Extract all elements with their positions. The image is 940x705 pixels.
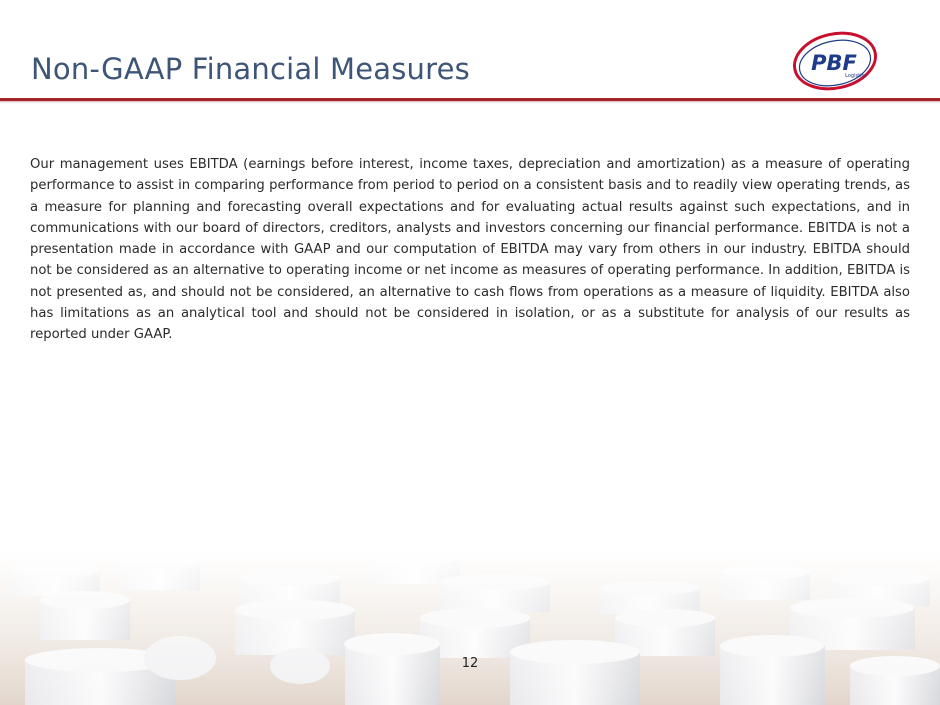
pbf-logistics-logo: [790, 28, 880, 94]
storage-tanks-background: [0, 548, 940, 705]
logo-wordmark: PBF: [811, 51, 857, 75]
slide-title: Non-GAAP Financial Measures: [31, 52, 470, 86]
page-number: 12: [461, 656, 479, 671]
logo-subtext: Logistics: [845, 73, 867, 79]
title-rule-shadow: [0, 101, 940, 103]
body-paragraph: Our management uses EBITDA (earnings before interest, income taxes, depreciation and amortization) as a measure of operating performance to assist in comparing performance from period to period on a consistent basis and to readily view operating trends, as a measure for planning and forecasting overall expectations and for evaluating actual results against such expectations, and in communications with our board of directors, creditors, analysts and investors concerning our financial performance. EBITDA is not a presentation made in accordance with GAAP and our computation of EBITDA may vary from others in our industry. EBITDA should not be considered as an alternative to operating income or net income as measures of operating performance. In addition, EBITDA is not presented as, and should not be considered, an alternative to cash flows from operations as a measure of liquidity. EBITDA also has limitations as an analytical tool and should not be considered in isolation, or as a substitute for analysis of our results as reported under GAAP.: [30, 157, 910, 343]
